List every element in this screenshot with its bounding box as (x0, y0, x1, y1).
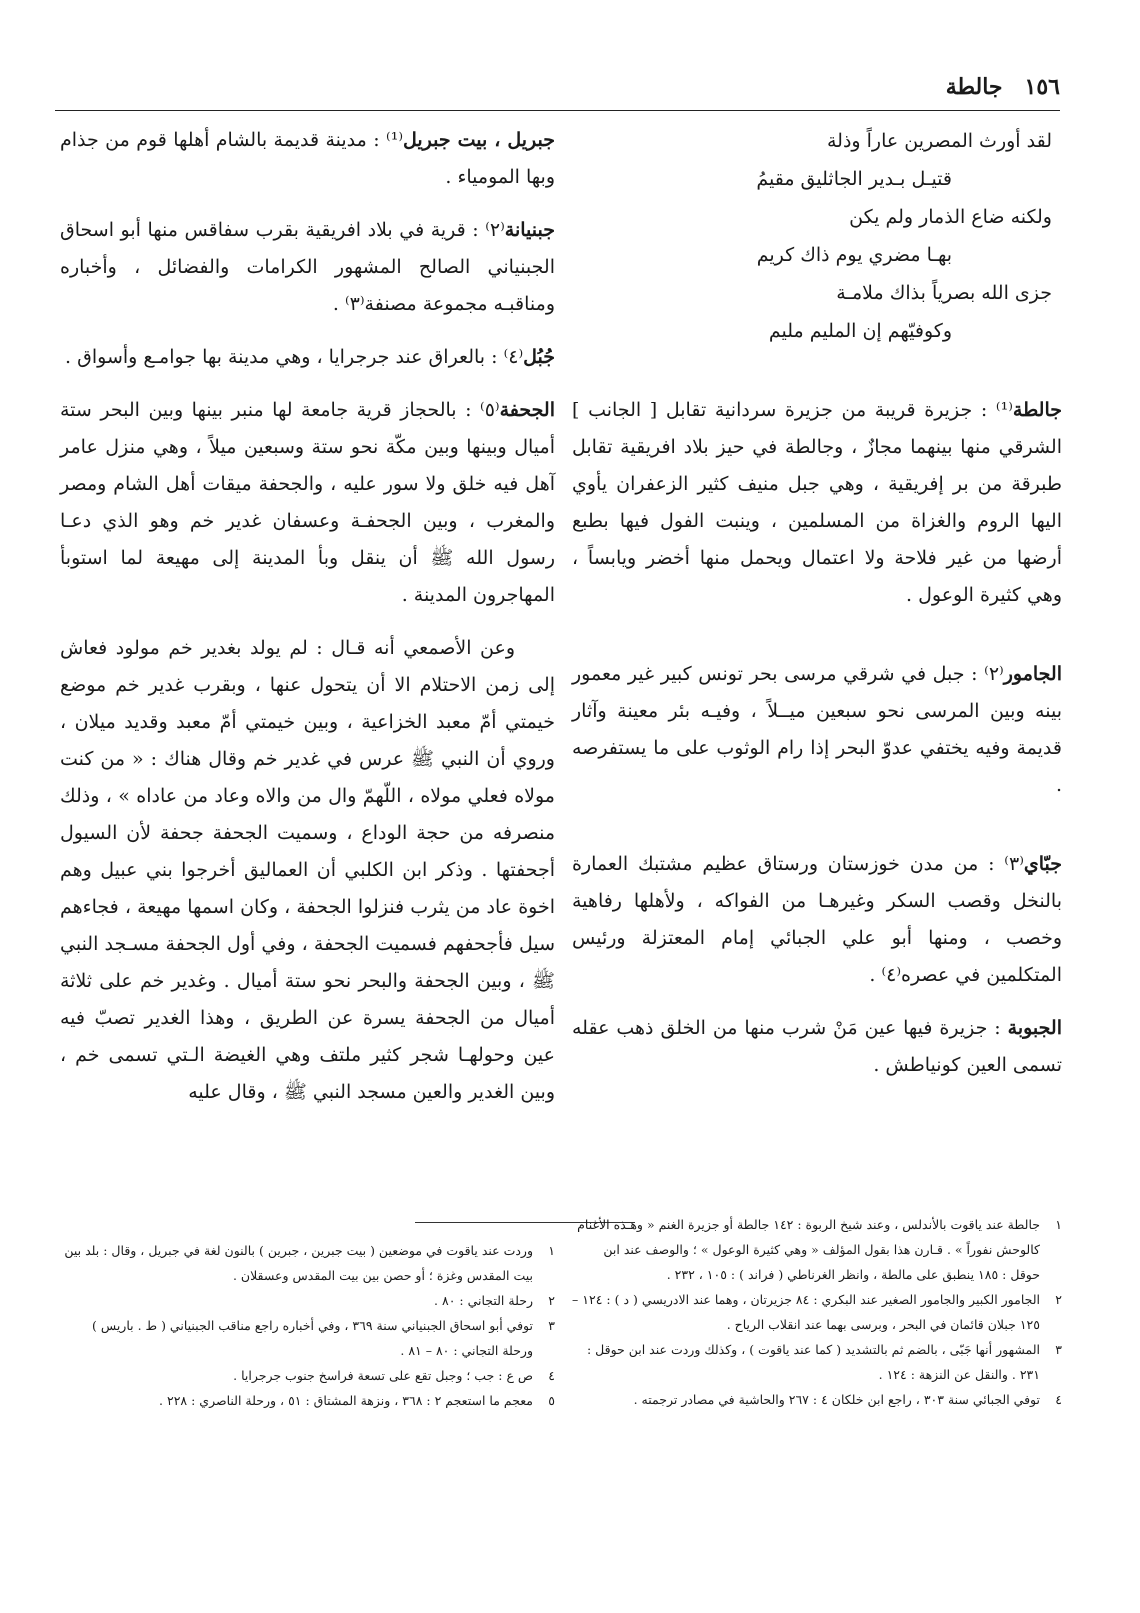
poem-line: ولكنه ضاع الذمار ولم يكن (849, 206, 1052, 228)
footnote-rule (415, 1222, 555, 1223)
footnote-marker: ⁽٢⁾ (984, 663, 1004, 685)
poem-line: لقد أورث المصرين عاراً وذلة (826, 130, 1052, 152)
footnote (60, 1363, 555, 1388)
poem-line: قتيـل بـدير الجاثليق مقيمُ (756, 168, 952, 190)
entry-heading: جبريل ، بيت جبريل (402, 129, 555, 151)
footnote-text: المشهور أنها جَبّى ، بالضم ثم بالتشديد ( كما عند ياقوت ) ، وكذلك وردت عند ابن حوقل : ٢٣١ . والنقل عن النزهة : ١٢٤ . (586, 1342, 1040, 1382)
footnote-text: جالطة عند ياقوت بالأندلس ، وعند شيخ الربوة : ١٤٢ جالطة أو جزيرة الغنم « وهـذه الأغنام كالوحش نفوراً » . قـارن هذا بقول المؤلف « وهي كثيرة الوعول » ؛ والوصف عند ابن حوقل : ١٨٥ ينطبق على مالطة ، وانظر الغرناطي ( فراند ) : ١٠٥ ، ٢٣٢ . (577, 1217, 1040, 1282)
footnote-marker: ⁽٤⁾ (503, 346, 524, 368)
footnote-number: ٢ (1055, 1292, 1062, 1307)
entry-jabuba (572, 1010, 1062, 1084)
entry-heading: جبنيانة (504, 219, 555, 241)
left-column (60, 122, 555, 1111)
entry-heading: جالطة (1012, 399, 1062, 421)
footnote-number: ٢ (548, 1293, 555, 1308)
footnote-text: توفي الجبائي سنة ٣٠٣ ، راجع ابن خلكان ٤ : ٢٦٧ والحاشية في مصادر ترجمته . (633, 1392, 1040, 1407)
poem-line: وكوفيّهم إن المليم مليم (768, 320, 952, 342)
entry-jalita (572, 392, 1062, 614)
footnote-number: ٣ (1055, 1342, 1062, 1357)
footnote-text: رحلة التجاني : ٨٠ . (434, 1293, 533, 1308)
footnote-text: معجم ما استعجم ٢ : ٣٦٨ ، ونزهة المشتاق : ٥١ ، ورحلة الناصري : ٢٢٨ . (159, 1393, 533, 1408)
footnote (570, 1287, 1062, 1337)
entry-juhfa (60, 392, 555, 614)
footnote-number: ٥ (548, 1393, 555, 1408)
footnote-marker: ⁽¹⁾ (995, 399, 1013, 421)
entry-jamur (572, 656, 1062, 804)
entry-body: : بالحجاز قرية جامعة لها منبر بينها وبين البحر ستة أميال وبينها وبين مكّة نحو ستة وسبعين ميلاً ، وهي منزل عامر آهل فيه خلق ولا سور عليه ، والجحفة ميقات أهل الشام ومصر والمغرب ، وبين الجحفـة وعسفان غدير خم وهو الذي دعـا رسول الله ﷺ أن ينقل وبأ المدينة إلى مهيعة لما استوبأ المهاجرون المدينة . (60, 399, 555, 606)
running-header (55, 70, 1060, 104)
footnote-number: ١ (548, 1243, 555, 1258)
entry-body: : جزيرة قريبة من جزيرة سردانية تقابل [ الجانب ] الشرقي منها بينهما مجازٌ ، وجالطة في حيز بلاد افريقية تقابل طبرقة من بر إفريقية ، وهي جبل منيف كثير الزعفران يأوي اليها الروم والغزاة من المسلمين ، وينبت الفول فيها بطبع أرضها من غير فلاحة ولا اعتمال ويحمل منها أخضر ويابساً ، وهي كثيرة الوعول . (572, 399, 1062, 606)
entry-juhfa-continuation: وعن الأصمعي أنه قـال : لم يولد بغدير خم مولود فعاش إلى زمن الاحتلام الا أن يتحول عنها ، وبقرب غدير خم موضع خيمتي أمّ معبد الخزاعية ، وبين خيمتي أمّ معبد وقديد ميلان ، وروي أن النبي ﷺ عرس في غدير خم وقال هناك : « من كنت مولاه فعلي مولاه ، اللّهمّ وال من والاه وعاد من عاداه » ، وذلك منصرفه من حجة الوداع ، وسميت الجحفة جحفة لأن السيول أجحفتها . وذكر ابن الكلبي أن العماليق أخرجوا بني عبيل وهم اخوة عاد من يثرب فنزلوا الجحفة ، وكان اسمها مهيعة ، فجاءهم سيل فأجحفهم فسميت الجحفة ، وفي أول الجحفة مسـجد النبي ﷺ ، وبين الجحفة والبحر نحو ستة أميال . وغدير خم على ثلاثة أميال من الجحفة يسرة عن الطريق ، وهذا الغدير تصبّ فيه عين وحولهـا شجر كثير ملتف وهي الغيضة الـتي تسمى خم ، وبين الغدير والعين مسجد النبي ﷺ ، وقال عليه (60, 637, 555, 1103)
footnote-marker: ⁽¹⁾ (386, 129, 403, 151)
right-footnotes (570, 1212, 1062, 1412)
footnote (60, 1388, 555, 1413)
footnote (570, 1337, 1062, 1387)
footnote-number: ١ (1055, 1217, 1062, 1232)
header-rule (55, 110, 1060, 111)
page-number: ١٥٦ (1024, 74, 1060, 100)
left-footnotes (60, 1238, 555, 1413)
entry-body: : بالعراق عند جرجرايا ، وهي مدينة بها جوامـع وأسواق . (65, 346, 504, 368)
footnote-marker: ⁽٣⁾ (1004, 853, 1024, 875)
entry-heading: الجحفة (499, 399, 555, 421)
footnote-number: ٤ (1055, 1392, 1062, 1407)
entry-jubbay (572, 846, 1062, 994)
entry-jabnyana (60, 212, 555, 323)
footnote (60, 1238, 555, 1288)
entry-heading: جُبُل (523, 346, 555, 368)
footnote-text: ص ع : جب ؛ وجبل تقع على تسعة فراسخ جنوب جرجرايا . (233, 1368, 533, 1383)
entry-heading: جبّاي (1023, 853, 1062, 875)
poem-line: جزى الله بصرياً بذاك ملامـة (836, 282, 1052, 304)
entry-heading: الجامور (1003, 663, 1062, 685)
footnote (570, 1212, 1062, 1287)
right-column (572, 122, 1062, 1084)
entry-heading: الجبوبة (1007, 1017, 1062, 1039)
footnote-marker: ⁽٢⁾ (485, 219, 505, 241)
footnote (570, 1387, 1062, 1412)
footnote-marker: ⁽٥⁾ (480, 399, 500, 421)
entry-body: : مدينة قديمة بالشام أهلها قوم من جذام وبها المومياء . (60, 129, 555, 188)
entry-body: : من مدن خوزستان ورستاق عظيم مشتبك العمارة بالنخل وقصب السكر وغيرهـا من الفواكه ، ولأهلها رفاهية وخصب ، ومنها أبو علي الجبائي إمام المعتزلة ورئيس المتكلمين في عصره⁽٤⁾ . (572, 853, 1062, 986)
poem (572, 122, 1062, 350)
entry-body: : جبل في شرقي مرسى بحر تونس كبير غير معمور بينه وبين المرسى نحو سبعين ميــلاً ، وفيـه بئر معينة وآثار قديمة وفيه يختفي عدوّ البحر إذا رام الوثوب على ما يستفرصه . (572, 663, 1062, 796)
footnote (60, 1313, 555, 1363)
footnote (60, 1288, 555, 1313)
entry-jibril (60, 122, 555, 196)
running-title: جالطة (945, 74, 1003, 100)
entry-jubul (60, 339, 555, 376)
poem-line: بهـا مضري يوم ذاك كريم (756, 244, 952, 266)
footnote-text: الجامور الكبير والجامور الصغير عند البكري : ٨٤ جزيرتان ، وهما عند الادريسي ( د ) : ١٢٤ – ١٢٥ جبلان قائمان في البحر ، وبرسى بهما عند انقلاب الرياح . (572, 1292, 1040, 1332)
footnote-text: وردت عند ياقوت في موضعين ( بيت جبرين ، جبرين ) بالنون لغة في جبريل ، وقال : بلد بين بيت المقدس وغزة ؛ أو حصن بين بيت المقدس وعسقلان . (64, 1243, 533, 1283)
entry-body: : قرية في بلاد افريقية بقرب سفاقس منها أبو اسحاق الجبنياني الصالح المشهور الكرامات والفضائل ، وأخباره ومناقبـه مجموعة مصنفة⁽٣⁾ . (60, 219, 555, 315)
entry-body: : جزيرة فيها عين مَنْ شرب منها من الخلق ذهب عقله تسمى العين كونياطش . (572, 1017, 1062, 1076)
footnote-text: توفي أبو اسحاق الجبنياني سنة ٣٦٩ ، وفي أخباره راجع مناقب الجبنياني ( ط . باريس ) ورحلة التجاني : ٨٠ – ٨١ . (92, 1318, 533, 1358)
footnote-number: ٤ (548, 1368, 555, 1383)
footnote-number: ٣ (548, 1318, 555, 1333)
